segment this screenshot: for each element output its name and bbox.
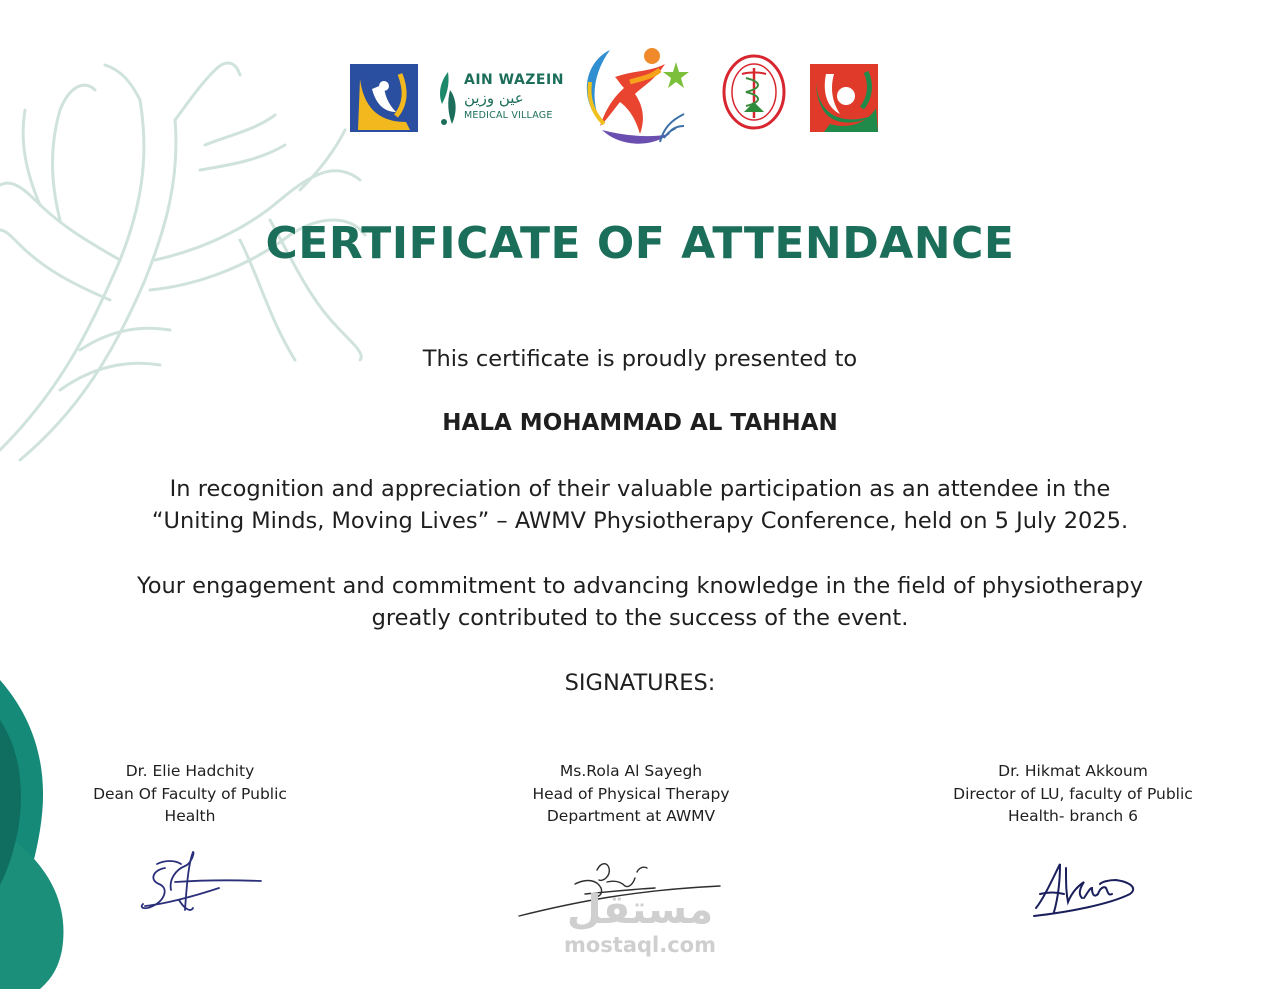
ain-wazein-sub: MEDICAL VILLAGE: [464, 110, 553, 121]
signatory-role: Health- branch 6: [1007, 807, 1139, 825]
certificate-title: CERTIFICATE OF ATTENDANCE: [265, 218, 1015, 269]
ain-wazein-name: AIN WAZEIN: [464, 72, 564, 88]
signatory-role: Health: [164, 807, 216, 825]
watermark: [555, 888, 725, 958]
recipient-name: HALA MOHAMMAD AL TAHHAN: [442, 410, 838, 436]
body-line-3: Your engagement and commitment to advancing knowledge in the field of physiotherapy: [136, 573, 1144, 599]
signatory-name: Ms.Rola Al Sayegh: [559, 762, 703, 780]
conference-figure-logo: [580, 42, 698, 152]
signatory-2: [481, 760, 781, 828]
body-line-2: “Uniting Minds, Moving Lives” – AWMV Physiotherapy Conference, held on 5 July 2025.: [151, 508, 1129, 534]
ain-wazein-wordmark: [464, 72, 564, 121]
signatures-heading: SIGNATURES:: [564, 670, 716, 696]
signatory-role: Department at AWMV: [546, 807, 716, 825]
presented-to-text: This certificate is proudly presented to: [422, 346, 858, 372]
body-line-4: greatly contributed to the success of the event.: [371, 605, 909, 631]
signatory-name: Dr. Hikmat Akkoum: [998, 762, 1148, 780]
physiotherapy-order-seal: [722, 54, 786, 130]
signature-3: [1030, 858, 1140, 920]
signatory-3: [923, 760, 1223, 828]
leaf-decoration: [0, 680, 90, 989]
signatory-1: [40, 760, 340, 828]
watermark-arabic: مستقل: [566, 887, 714, 933]
signatory-name: Dr. Elie Hadchity: [125, 762, 255, 780]
ain-wazein-mark: [436, 72, 460, 128]
ain-wazein-arabic: عين وزين: [464, 89, 524, 107]
red-green-logo: [810, 64, 878, 132]
signature-1: [135, 850, 265, 920]
body-line-1: In recognition and appreciation of their valuable participation as an attendee in the: [169, 476, 1111, 502]
signatory-role: Dean Of Faculty of Public: [93, 784, 287, 803]
lebanese-university-logo: [350, 64, 418, 132]
signatory-role: Director of LU, faculty of Public: [953, 784, 1193, 803]
signatory-role: Head of Physical Therapy: [532, 784, 730, 803]
watermark-latin: mostaql.com: [564, 933, 716, 957]
